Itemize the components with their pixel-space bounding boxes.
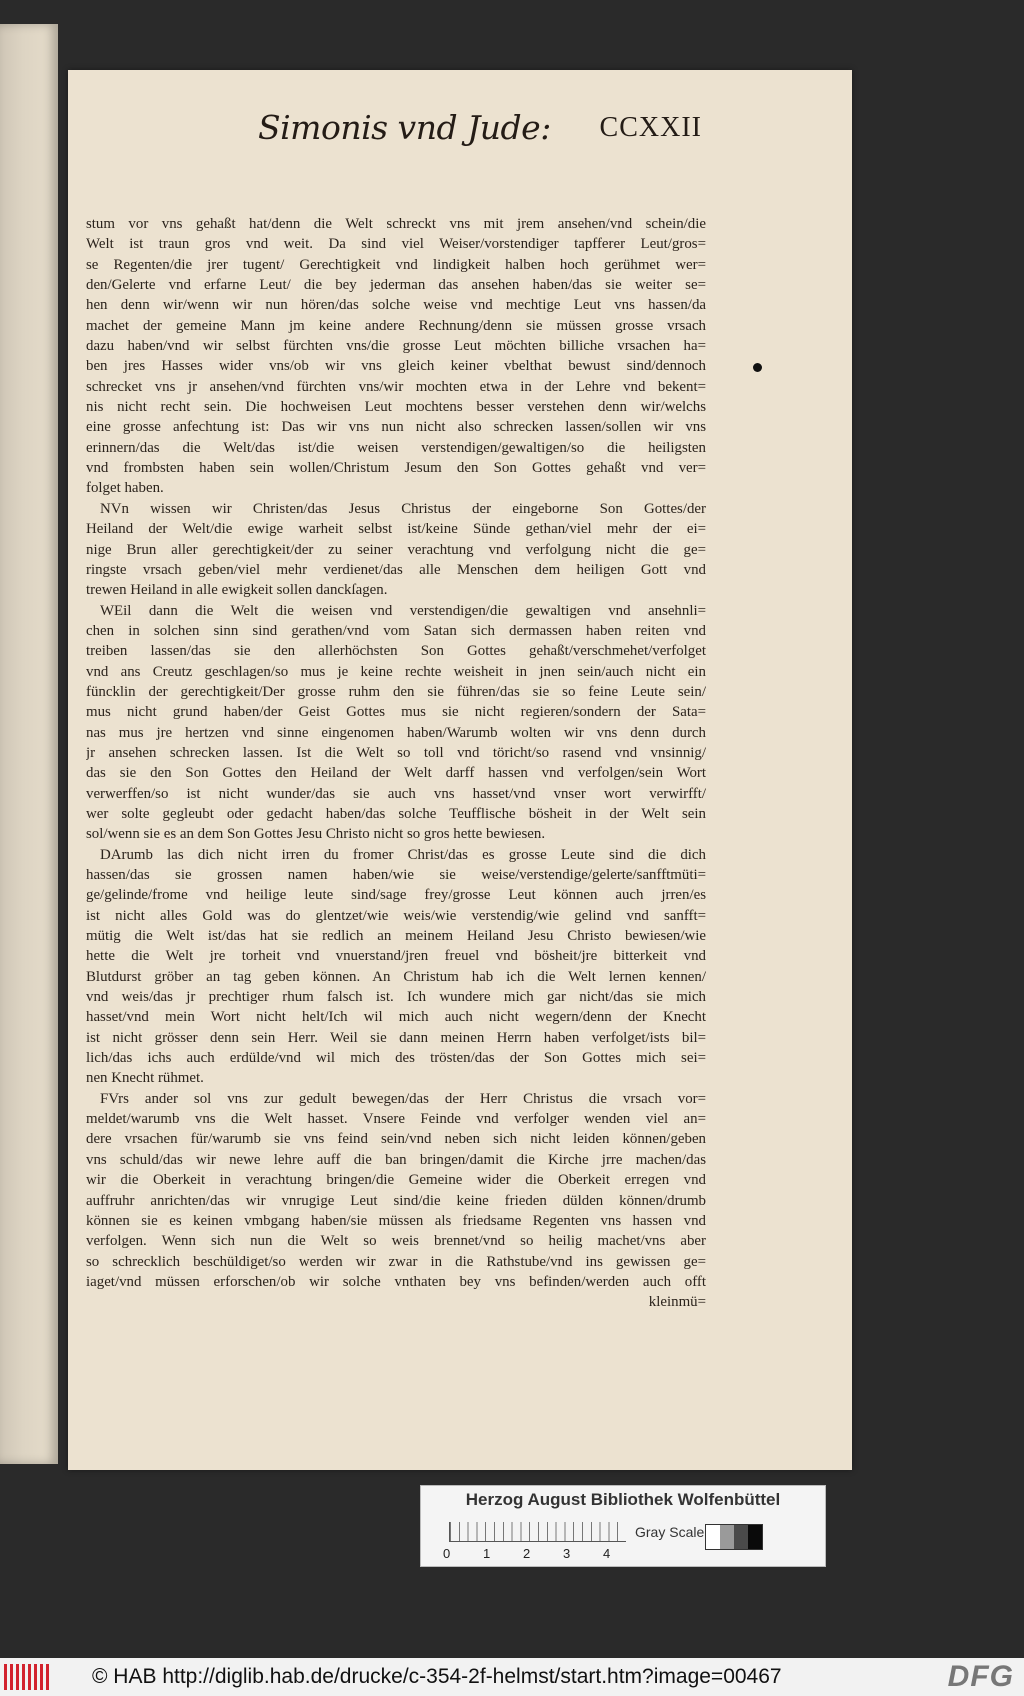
ruler-label: 0: [443, 1546, 451, 1561]
text-line: dazu haben/vnd wir selbst fürchten vns/die grosse Leut möchten billiche vrsachen ha=: [86, 338, 706, 355]
text-line: mus nicht grund haben/der Geist Gottes mus sie nicht regieren/sondern der Sata=: [86, 704, 706, 721]
text-line: vnd ans Creutz geschlagen/so mus je keine rechte weisheit in jnen sein/auch nicht ein: [86, 663, 706, 680]
ruler-label: 1: [483, 1546, 491, 1561]
text-line: wer solte gegleubt oder gedacht haben/das solche Teufflische bösheit in der Welt sein: [86, 805, 706, 822]
text-line: meldet/warumb vns die Welt hasset. Vnsere Feinde vnd verfolger wenden viel an=: [86, 1111, 706, 1128]
text-line: machet der gemeine Mann jm keine andere Rechnung/denn sie müssen grosse vrsach: [86, 317, 706, 334]
text-line: erinnern/das die Welt/das ist/die weisen verstendigen/gewaltigen/so die heiligsten: [86, 439, 706, 456]
text-line: folget haben.: [86, 480, 164, 497]
text-line: ist nicht alles Gold was do glentzet/wie weis/wie verstendig/wie gelind vnd sanfft=: [86, 907, 706, 924]
ruler-label: 2: [523, 1546, 531, 1561]
text-line: WEil dann die Welt die weisen vnd verstendigen/die gewaltigen vnd ansehnli=: [100, 602, 706, 619]
text-line: jr ansehen schrecken lassen. Ist die Welt so toll vnd töricht/so rasend vnd vnsinnig/: [86, 744, 706, 761]
text-line: iaget/vnd müssen erforschen/ob wir solche vnthaten bey vns befinden/werden auch offt: [86, 1273, 706, 1290]
text-line: ist nicht grösser denn sein Herr. Weil sie dann meinen Herrn haben verfolget/ists bil=: [86, 1029, 706, 1046]
text-line: treiben lassen/das sie den allerhöchsten Son Gottes gehaßt/verschmehet/verfolget: [86, 643, 706, 660]
text-line: FVrs ander sol vns zur gedult bewegen/das der Herr Christus die vrsach vor=: [100, 1090, 706, 1107]
text-line: dere vrsachen für/warumb sie vns feind sein/vnd neben sich nicht leiden können/geben: [86, 1131, 706, 1148]
gray-swatch: [706, 1525, 720, 1549]
text-line: DArumb las dich nicht irren du fromer Christ/das es grosse Leute sind die dich: [100, 846, 706, 863]
text-line: lich/das ichs auch erdülde/vnd wil mich des trösten/das der Son Gottes mich sei=: [86, 1050, 706, 1067]
library-name: Herzog August Bibliothek Wolfenbüttel: [465, 1490, 781, 1509]
text-line: NVn wissen wir Christen/das Jesus Christus der eingeborne Son Gottes/der: [100, 500, 706, 517]
gray-swatch: [734, 1525, 748, 1549]
text-line: se Regenten/die jrer tugent/ Gerechtigkeit vnd lindigkeit halben hoch gerühmet wer=: [86, 256, 706, 273]
text-line: trewen Heiland in alle ewigkeit sollen danckſagen.: [86, 582, 388, 599]
color-scale-card: [420, 1485, 826, 1567]
ruler-icon: [449, 1522, 626, 1542]
text-line: nas mus jre hertzen vnd sinne eingenomen haben/Warumb wolten wir vns denn durch: [86, 724, 706, 741]
text-line: vnd weis/das jr prechtiger rhum falsch ist. Ich wundere mich gar nicht/das sie mich: [86, 989, 706, 1006]
text-line: nis nicht recht sein. Die hochweisen Leut mochtens besser verstehen denn wir/welchs: [86, 399, 706, 416]
text-line: vns schuld/das wir newe lehre auff die ban bringen/damit die Kirche jrre machen/das: [86, 1151, 706, 1168]
text-line: nige Brun aller gerechtigkeit/der zu seiner verachtung vnd verfolgung nicht die ge=: [86, 541, 706, 558]
text-line: ge/gelinde/frome vnd heilige leute sind/sage frey/grosse Leut können auch jrren/es: [86, 887, 706, 904]
text-line: vnd frombsten haben sein wollen/Christum Jesum den Son Gottes gehaßt vnd ver=: [86, 460, 706, 477]
text-line: hasset/vnd mein Wort nicht helt/Ich wil mich auch nicht wegern/denn der Knecht: [86, 1009, 706, 1026]
text-line: ben jres Hasses wider vns/ob wir vns gleich keiner vbelthat bewust sind/dennoch: [86, 358, 706, 375]
ruler-label: 3: [563, 1546, 571, 1561]
running-header: [258, 108, 702, 152]
gray-scale-swatches: [705, 1524, 763, 1550]
gray-swatch: [720, 1525, 734, 1549]
folio-number: CCXXII: [599, 112, 702, 143]
text-line: mütig die Welt ist/das hat sie redlich an meinem Heiland Jesu Christo bewiesen/wie: [86, 928, 706, 945]
gray-scale-label: Gray Scale: [635, 1524, 705, 1540]
text-line: Blutdurst gröber an tag geben können. An Christum hab ich die Welt lernen kennen/: [86, 968, 706, 985]
footer-bar: [0, 1658, 1024, 1696]
adjacent-page-edge: [0, 24, 58, 1464]
hab-barcode-icon: [4, 1664, 50, 1690]
text-line: Welt ist traun gros vnd weit. Da sind viel Weiser/vorstendiger tapfferer Leut/gros=: [86, 236, 706, 253]
text-line: können sie es keinen vmbgang haben/sie müssen als friedsame Regenten vns hassen vnd: [86, 1212, 706, 1229]
text-line: wir die Oberkeit in verachtung bringen/die Gemeine wider die Oberkeit erregen vnd: [86, 1172, 706, 1189]
body-text: [86, 214, 706, 1313]
text-line: verfolgen. Wenn sich nun die Welt so weis brennet/vnd so heilig machet/vns aber: [86, 1233, 706, 1250]
text-line: den/Gelerte vnd erfarne Leut/ die bey jederman das ansehen haben/das sie weiter se=: [86, 277, 706, 294]
gray-swatch: [748, 1525, 762, 1549]
header-title: Simonis vnd Jude:: [258, 108, 551, 147]
text-line: Heiland der Welt/die ewige warheit selbst ist/keine Sünde gethan/viel mehr der ei=: [86, 521, 706, 538]
footer-source-link[interactable]: © HAB http://diglib.hab.de/drucke/c-354-2f-helmst/start.htm?image=00467: [92, 1665, 782, 1688]
text-line: stum vor vns gehaßt hat/denn die Welt schreckt vns mit jrem ansehen/vnd schein/die: [86, 216, 706, 232]
text-line: ringste vrsach geben/viel mehr verdienet/das alle Menschen dem heiligen Gott vnd: [86, 561, 706, 578]
text-line: verwerffen/so ist nicht wunder/das sie auch vns hasset/vnd vnser wort verwirfft/: [86, 785, 706, 802]
text-line: das sie den Son Gottes den Heiland der Welt darff hassen vnd verfolgen/sein Wort: [86, 765, 706, 782]
dfg-logo: DFG: [947, 1660, 1014, 1693]
ruler-labels: [443, 1546, 643, 1562]
text-line: eine grosse anfechtung ist: Das wir vns nun nicht also schrecken lassen/sollen wir vns: [86, 419, 706, 436]
text-line: hette die Welt jre torheit vnd vnuerstand/jren freuel vnd bösheit/jre bitterkeit vnd: [86, 948, 706, 965]
text-line: füncklin der gerechtigkeit/Der grosse ruhm den sie führen/das sie so feine Leute sein/: [86, 683, 706, 700]
text-line: sol/wenn sie es an dem Son Gottes Jesu Christo nicht so gros hette bewiesen.: [86, 826, 546, 843]
text-line: so schrecklich beschüldiget/so werden wir zwar in die Rathstube/vnd ins gewissen ge=: [86, 1253, 706, 1270]
text-line: hen denn wir/wenn wir nun hören/das solche weise vnd mechtige Leut vns hassen/da: [86, 297, 706, 314]
text-line: schrecket vns jr ansehen/vnd fürchten vns/wir mochten etwa in der Lehre vnd bekent=: [86, 378, 706, 395]
text-line: auffruhr anrichten/das wir vnrugige Leut sind/die keine frieden dülden können/drumb: [86, 1192, 706, 1209]
text-line: chen in solchen sinn sind gerathen/vnd vom Satan sich dermassen haben reiten vnd: [86, 622, 706, 639]
text-line: kleinmü=: [648, 1294, 706, 1311]
text-line: nen Knecht rühmet.: [86, 1070, 204, 1087]
text-line: hassen/das sie grossen namen haben/wie sie weise/verstendige/gelerte/sanfftmüti=: [86, 867, 706, 883]
ruler-label: 4: [603, 1546, 611, 1561]
page-dot-mark: [753, 363, 762, 372]
